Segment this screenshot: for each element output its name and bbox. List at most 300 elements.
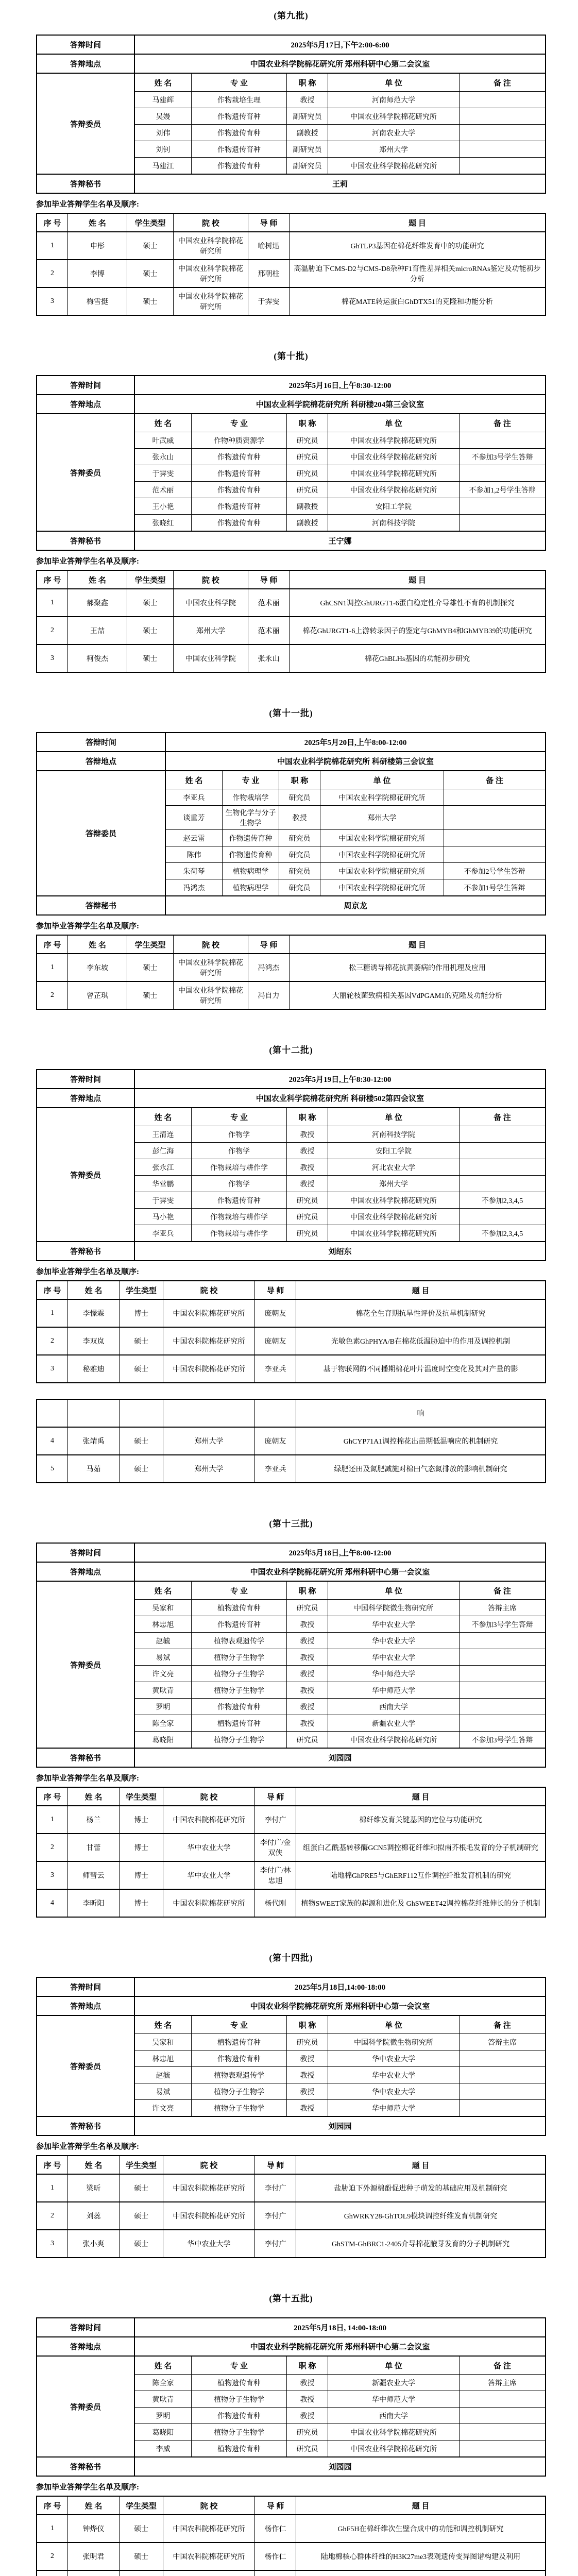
cell-school: 中国农科院棉花研究所	[163, 2175, 255, 2201]
cell-advisor: 李付广/金双侠	[255, 1834, 296, 1861]
table-row	[135, 157, 545, 174]
cell-rank: 教授	[287, 1126, 328, 1142]
cell-name: 杨兰	[68, 1806, 120, 1833]
header-school: 院 校	[174, 214, 248, 231]
table-row	[37, 616, 545, 644]
defense-info-table	[36, 35, 546, 194]
cell-rank: 研究员	[287, 2441, 328, 2456]
cell-rank: 研究员	[287, 1225, 328, 1241]
batch-title: (第十三批)	[269, 1519, 313, 1529]
cell-rank: 研究员	[287, 482, 328, 498]
cell-type: 硕士	[127, 645, 174, 672]
cell-major: 作物栽培学	[223, 789, 279, 805]
students-header-row	[37, 936, 545, 953]
cell-no: 1	[37, 1300, 68, 1327]
table-row	[135, 1159, 545, 1175]
header-major: 专 业	[192, 74, 287, 91]
header-school: 院 校	[174, 571, 248, 588]
committee-table	[166, 771, 545, 895]
cell-major: 作物遗传育种	[192, 2408, 287, 2424]
cell-major: 植物遗传育种	[192, 1600, 287, 1616]
secretary-value: 刘园园	[328, 1754, 352, 1762]
table-row	[135, 465, 545, 481]
students-caption: 参加毕业答辩学生名单及顺序:	[36, 2143, 139, 2151]
cell-school: 中国农科院棉花研究所	[163, 1806, 255, 1833]
table-row	[37, 1327, 545, 1354]
table-row	[37, 2201, 545, 2229]
cell-no: 2	[37, 1834, 68, 1861]
cell-school: 中国农业科学院	[174, 645, 248, 672]
cell-topic: 组蛋白乙酰基转移酶GCN5调控棉花纤维和拟南芥根毛发育的分子机制研究	[303, 1844, 538, 1852]
table-row	[135, 2374, 545, 2391]
cell-major: 作物种质资源学	[192, 432, 287, 448]
batch-title: (第九批)	[274, 11, 309, 21]
students-header-row	[37, 1281, 545, 1299]
cell-rank: 研究员	[287, 1192, 328, 1208]
batch-section-11	[36, 706, 546, 1010]
committee-block	[37, 73, 545, 174]
cell-name: 刘伟	[135, 125, 192, 141]
defense-location-value: 中国农业科学院棉花研究所 科研楼第三会议室	[277, 758, 434, 766]
table-row	[135, 448, 545, 465]
cell-rank: 研究员	[279, 846, 320, 862]
cell-unit: 西南大学	[328, 2408, 460, 2424]
header-name: 姓 名	[135, 1582, 192, 1599]
cell-no: 4	[37, 1890, 68, 1917]
cell-name: 黄耿青	[135, 2391, 192, 2407]
cell-note	[444, 830, 545, 846]
cell-rank: 教授	[287, 2408, 328, 2424]
cell-school: 中国农业科学院棉花研究所	[174, 232, 248, 259]
cell-name: 黄耿青	[135, 1682, 192, 1698]
batch-title: (第十一批)	[269, 708, 313, 718]
cell-advisor: 范术丽	[248, 617, 290, 644]
committee-block	[37, 1581, 545, 1748]
cell-no: 2	[37, 617, 68, 644]
cell-rank: 副教授	[287, 498, 328, 514]
cell-type: 硕士	[127, 954, 174, 981]
cell-major: 作物遗传育种	[192, 498, 287, 514]
cell-rank: 副研究员	[287, 108, 328, 124]
students-table	[36, 935, 546, 1010]
secretary-value: 王莉	[332, 180, 348, 189]
cell-rank: 研究员	[287, 2034, 328, 2050]
cell-topic: 棉纤维发育关键基因的定位与功能研究	[359, 1817, 482, 1824]
cell-name: 马建江	[135, 158, 192, 174]
cell-rank: 副研究员	[287, 158, 328, 174]
committee-label: 答辩委员	[37, 1582, 135, 1748]
cell-note	[460, 498, 545, 514]
cell-note: 答辩主席	[488, 1604, 517, 1613]
cell-type: 硕士	[120, 1455, 163, 1482]
defense-location-row	[37, 1996, 545, 2015]
defense-location-value: 中国农业科学院棉花研究所 郑州科研中心第一会议室	[250, 1568, 430, 1577]
secretary-row	[37, 531, 545, 550]
cell-name: 朱荷琴	[166, 863, 223, 879]
cell-no	[37, 2571, 68, 2576]
header-note: 备 注	[494, 2021, 511, 2030]
table-row	[135, 498, 545, 514]
cell-no: 2	[37, 982, 68, 1009]
cell-unit: 华中农业大学	[328, 1633, 460, 1649]
secretary-label: 答辩秘书	[37, 175, 135, 193]
cell-type: 硕士	[120, 1328, 163, 1354]
committee-header-row	[135, 2016, 545, 2033]
header-student-type: 学生类型	[120, 1281, 163, 1299]
table-row	[135, 108, 545, 124]
defense-location-label: 答辩地点	[37, 55, 135, 73]
committee-block	[37, 2355, 545, 2456]
cell-type: 硕士	[120, 2175, 163, 2201]
cell-name: 郝聚鑫	[68, 589, 127, 616]
students-caption: 参加毕业答辩学生名单及顺序:	[36, 1268, 139, 1276]
committee-table	[135, 1108, 545, 1241]
students-caption: 参加毕业答辩学生名单及顺序:	[36, 1774, 139, 1783]
cell-major: 植物分子生物学	[192, 2100, 287, 2116]
defense-info-table	[36, 375, 546, 551]
cell-topic: GhF5H在棉纤维次生壁合成中的功能和调控机制研究	[337, 2526, 504, 2533]
cell-topic: 基于物联网的不同播期棉花叶片温度时空变化及其对产量的影	[323, 1366, 518, 1374]
cell-name: 张永江	[135, 1159, 192, 1175]
cell-major: 作物遗传育种	[192, 1192, 287, 1208]
header-advisor: 导 师	[248, 571, 290, 588]
cell-type: 博士	[120, 1834, 163, 1861]
cell-type: 硕士	[127, 260, 174, 287]
cell-type: 博士	[120, 1890, 163, 1917]
header-no: 序 号	[37, 214, 68, 231]
defense-time-row	[37, 2318, 545, 2336]
table-row	[135, 1616, 545, 1632]
table-row	[37, 2542, 545, 2570]
cell-note	[444, 789, 545, 805]
table-row	[37, 1805, 545, 1833]
table-row	[135, 91, 545, 108]
table-row	[135, 1731, 545, 1748]
cell-advisor	[255, 2571, 296, 2576]
header-note: 备 注	[486, 776, 503, 785]
committee-label: 答辩委员	[37, 2016, 135, 2116]
defense-time-label: 答辩时间	[37, 376, 135, 394]
cell-advisor: 范术丽	[248, 589, 290, 616]
cell-major: 作物栽培生理	[192, 92, 287, 108]
cell-note	[460, 2067, 545, 2083]
cell-major: 作物遗传育种	[192, 1699, 287, 1715]
cell-advisor: 李付广	[255, 2230, 296, 2257]
cell-note: 不参加1,2号学生答辩	[469, 486, 536, 495]
cell-school: 中国农科院棉花研究所	[163, 2515, 255, 2542]
header-student-type: 学生类型	[127, 214, 174, 231]
cell-major: 作物遗传育种	[192, 482, 287, 498]
committee-header-row	[135, 2357, 545, 2374]
cell-school	[163, 2571, 255, 2576]
cell-rank: 研究员	[287, 449, 328, 465]
cell-rank: 教授	[287, 1715, 328, 1731]
cell-no: 3	[37, 2230, 68, 2257]
committee-block	[37, 413, 545, 531]
cell-unit: 中国科学院微生物研究所	[328, 1600, 460, 1616]
cell-type: 博士	[120, 1862, 163, 1889]
header-note: 备 注	[494, 2362, 511, 2370]
table-row	[135, 2099, 545, 2116]
cell-major: 作物栽培与耕作学	[192, 1159, 287, 1175]
defense-location-row	[37, 394, 545, 413]
cell-unit: 中国科学院微生物研究所	[328, 2034, 460, 2050]
cell-note: 答辩主席	[488, 2379, 517, 2387]
table-row	[37, 1354, 545, 1382]
cell-unit: 郑州大学	[328, 1176, 460, 1192]
cell-note	[460, 1699, 545, 1715]
cell-name: 刘蕊	[68, 2202, 120, 2229]
header-no: 序 号	[37, 1788, 68, 1805]
cell-major: 作物学	[192, 1143, 287, 1159]
cell-no: 2	[37, 2202, 68, 2229]
defense-location-row	[37, 1088, 545, 1107]
table-row	[37, 1427, 545, 1454]
cell-rank: 教授	[279, 806, 320, 829]
header-major: 专 业	[192, 1582, 287, 1599]
cell-note: 不参加3号学生答辩	[471, 453, 533, 462]
committee-label: 答辩委员	[37, 74, 135, 174]
cell-name: 张小爽	[68, 2230, 120, 2257]
defense-location-label: 答辩地点	[37, 2337, 135, 2355]
header-student-name: 姓 名	[68, 1281, 120, 1299]
cell-rank: 教授	[287, 2100, 328, 2116]
cell-major: 作物栽培与耕作学	[192, 1225, 287, 1241]
cell-major: 植物遗传育种	[192, 2441, 287, 2456]
cell-topic: GhSTM-GhBRC1-2405介导棉花腋芽发育的分子机制研究	[331, 2241, 510, 2248]
cell-name: 华营鹏	[135, 1176, 192, 1192]
cell-unit: 安阳工学院	[328, 1143, 460, 1159]
cell-unit: 中国农业科学院棉花研究所	[320, 879, 444, 895]
table-row	[37, 231, 545, 259]
table-row	[135, 1142, 545, 1159]
cell-type: 硕士	[120, 1355, 163, 1382]
cell-name	[68, 1400, 120, 1427]
defense-time-row	[37, 1544, 545, 1562]
cell-note	[460, 108, 545, 124]
table-row	[135, 514, 545, 531]
committee-label: 答辩委员	[37, 2357, 135, 2456]
cell-unit: 河南师范大学	[328, 92, 460, 108]
header-rank: 职 称	[287, 2357, 328, 2374]
defense-time-value: 2025年5月18日,上午8:00-12:00	[288, 1549, 392, 1557]
cell-school: 郑州大学	[174, 617, 248, 644]
cell-school	[163, 1400, 255, 1427]
cell-rank: 教授	[287, 2067, 328, 2083]
cell-rank: 副教授	[287, 515, 328, 531]
cell-rank: 教授	[287, 1666, 328, 1682]
cell-unit: 中国农业科学院棉花研究所	[320, 863, 444, 879]
cell-name: 范术丽	[135, 482, 192, 498]
table-row	[166, 862, 545, 879]
table-row	[37, 1861, 545, 1889]
secretary-label: 答辩秘书	[37, 1749, 135, 1767]
defense-location-row	[37, 54, 545, 73]
cell-note	[460, 1682, 545, 1698]
cell-note	[460, 2100, 545, 2116]
cell-rank: 教授	[287, 1649, 328, 1665]
table-row	[135, 2440, 545, 2456]
header-major: 专 业	[192, 414, 287, 432]
header-name: 姓 名	[135, 74, 192, 91]
table-row	[135, 2050, 545, 2066]
header-rank: 职 称	[287, 74, 328, 91]
section-gap	[36, 1483, 546, 1501]
cell-unit: 河南科技学院	[328, 515, 460, 531]
cell-advisor: 李亚兵	[255, 1355, 296, 1382]
table-row	[37, 1400, 545, 1427]
cell-unit: 新疆农业大学	[328, 1715, 460, 1731]
table-row	[37, 287, 545, 315]
defense-time-value: 2025年5月20日,上午8:00-12:00	[304, 739, 407, 747]
cell-school: 华中农业大学	[163, 2230, 255, 2257]
header-no: 序 号	[37, 1281, 68, 1299]
students-table	[36, 2496, 546, 2576]
table-row	[135, 1715, 545, 1731]
batch-title: (第十批)	[274, 351, 309, 361]
header-advisor: 导 师	[248, 214, 290, 231]
cell-rank: 研究员	[287, 1209, 328, 1225]
cell-advisor: 张永山	[248, 645, 290, 672]
cell-note	[460, 1649, 545, 1665]
committee-table	[135, 2016, 545, 2116]
defense-time-value: 2025年5月17日,下午2:00-6:00	[291, 41, 389, 49]
cell-type: 博士	[120, 1806, 163, 1833]
cell-major: 植物遗传育种	[192, 2375, 287, 2391]
cell-topic: 棉花GhBLHs基因的功能初步研究	[364, 655, 470, 663]
header-name: 姓 名	[135, 2016, 192, 2033]
cell-note	[460, 1715, 545, 1731]
header-unit: 单 位	[328, 2016, 460, 2033]
cell-rank: 教授	[287, 2083, 328, 2099]
cell-topic: 绿肥还田及氮肥减施对棉田气态氮排放的影响机制研究	[334, 1466, 507, 1473]
table-row	[37, 644, 545, 672]
cell-note	[460, 515, 545, 531]
secretary-row	[37, 1241, 545, 1260]
cell-name: 甘蕾	[68, 1834, 120, 1861]
cell-type: 硕士	[127, 982, 174, 1009]
secretary-value: 刘园园	[328, 2123, 352, 2131]
cell-note	[460, 2083, 545, 2099]
cell-name: 吴家和	[135, 1600, 192, 1616]
cell-rank: 教授	[287, 1143, 328, 1159]
cell-advisor: 喻树迅	[248, 232, 290, 259]
students-caption: 参加毕业答辩学生名单及顺序:	[36, 557, 139, 566]
cell-advisor: 于霁雯	[248, 288, 290, 315]
header-advisor: 导 师	[255, 1281, 296, 1299]
students-header-row	[37, 2497, 545, 2514]
cell-name: 张晓红	[135, 515, 192, 531]
defense-time-row	[37, 376, 545, 394]
defense-time-label: 答辩时间	[37, 2318, 135, 2336]
cell-rank: 研究员	[279, 789, 320, 805]
cell-note	[460, 1176, 545, 1192]
cell-note: 不参加2,3,4,5	[481, 1197, 523, 1205]
header-unit: 单 位	[328, 2357, 460, 2374]
cell-major: 植物表观遗传学	[192, 2067, 287, 2083]
secretary-value: 周京龙	[344, 902, 367, 910]
table-row	[135, 2407, 545, 2424]
cell-name: 梁昕	[68, 2175, 120, 2201]
cell-unit: 华中师范大学	[328, 1682, 460, 1698]
header-note: 备 注	[494, 79, 511, 88]
header-topic: 题 目	[412, 2502, 430, 2511]
students-caption: 参加毕业答辩学生名单及顺序:	[36, 2483, 139, 2492]
batch-section-9	[36, 8, 546, 316]
cell-rank: 教授	[287, 1616, 328, 1632]
table-row	[135, 2424, 545, 2440]
header-unit: 单 位	[328, 1582, 460, 1599]
cell-name: 葛晓阳	[135, 1732, 192, 1748]
cell-no: 2	[37, 2543, 68, 2570]
cell-advisor: 庞朝友	[255, 1328, 296, 1354]
header-note: 备 注	[494, 419, 511, 428]
cell-unit: 中国农业科学院棉花研究所	[328, 158, 460, 174]
cell-unit: 中国农业科学院棉花研究所	[328, 2424, 460, 2440]
cell-name: 曾芷琪	[68, 982, 127, 1009]
table-row	[37, 588, 545, 616]
defense-time-value: 2025年5月18日, 14:00-18:00	[294, 2324, 386, 2332]
cell-name	[68, 2571, 120, 2576]
cell-type: 硕士	[120, 2230, 163, 2257]
header-school: 院 校	[163, 1788, 255, 1805]
cell-name: 陈伟	[166, 846, 223, 862]
students-header-row	[37, 214, 545, 231]
cell-type: 硕士	[120, 2543, 163, 2570]
header-school: 院 校	[163, 1281, 255, 1299]
committee-header-row	[135, 1582, 545, 1599]
cell-topic: 棉花MATE转运蛋白GhDTX51的克隆和功能分析	[342, 298, 493, 306]
table-row	[166, 846, 545, 862]
cell-rank: 教授	[287, 1699, 328, 1715]
cell-school: 中国农科院棉花研究所	[163, 1355, 255, 1382]
cell-rank: 研究员	[279, 863, 320, 879]
cell-topic: 盐胁迫下外源棉酚促进种子萌发的基础应用及机制研究	[334, 2185, 507, 2193]
cell-name: 李亚兵	[135, 1225, 192, 1241]
defense-location-value: 中国农业科学院棉花研究所 郑州科研中心第二会议室	[250, 2343, 430, 2351]
cell-name: 李亚兵	[166, 789, 223, 805]
cell-advisor: 杨代刚	[255, 1890, 296, 1917]
cell-name: 王喆	[68, 617, 127, 644]
cell-rank: 教授	[287, 92, 328, 108]
cell-name: 梅雪挺	[68, 288, 127, 315]
table-row	[37, 2174, 545, 2201]
table-row	[135, 1175, 545, 1192]
batch-title: (第十四批)	[269, 1953, 313, 1963]
cell-note: 答辩主席	[488, 2039, 517, 2047]
defense-time-label: 答辩时间	[37, 1544, 135, 1562]
defense-time-row	[37, 36, 545, 54]
header-advisor: 导 师	[255, 2156, 296, 2174]
header-name: 姓 名	[166, 771, 223, 789]
secretary-label: 答辩秘书	[37, 1242, 135, 1260]
cell-advisor: 邢朝柱	[248, 260, 290, 287]
cell-rank: 研究员	[287, 2424, 328, 2440]
cell-advisor: 杨作仁	[255, 2543, 296, 2570]
cell-rank: 研究员	[287, 465, 328, 481]
header-advisor: 导 师	[248, 936, 290, 953]
header-student-name: 姓 名	[68, 214, 127, 231]
students-table	[36, 1280, 546, 1383]
cell-name: 叶武威	[135, 432, 192, 448]
header-note: 备 注	[494, 1587, 511, 1596]
table-row	[135, 2391, 545, 2407]
cell-type: 硕士	[127, 589, 174, 616]
cell-name: 马小艳	[135, 1209, 192, 1225]
students-table-continuation	[36, 1399, 546, 1483]
cell-type	[120, 2571, 163, 2576]
cell-name: 申彤	[68, 232, 127, 259]
